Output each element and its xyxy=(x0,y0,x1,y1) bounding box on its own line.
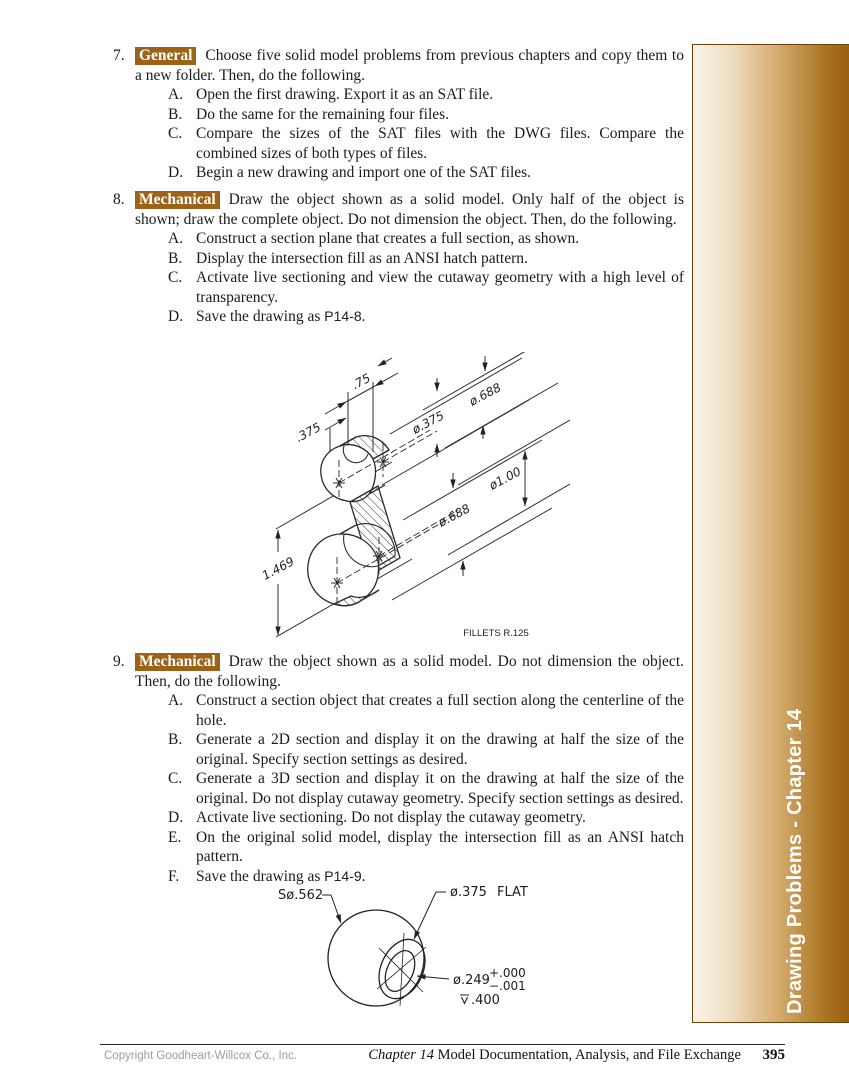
sphere-dia-label: Sø.562 xyxy=(278,888,324,903)
step-text: On the original solid model, display the intersection fill as an ANSI hatch pattern. xyxy=(196,828,684,865)
dim-label: .75 xyxy=(349,370,373,393)
chapter-number: Chapter 14 xyxy=(368,1047,435,1063)
step xyxy=(135,229,684,249)
step-text xyxy=(196,307,684,327)
part-outline xyxy=(308,436,400,606)
problem-body xyxy=(135,46,684,183)
category-tag: General xyxy=(135,47,196,65)
copyright-text: Copyright Goodheart-Willcox Co., Inc. xyxy=(104,1050,298,1062)
flat-dia-label: ø.375 xyxy=(450,885,487,900)
problem-body xyxy=(135,190,684,327)
problem-intro xyxy=(135,46,684,85)
step xyxy=(135,730,684,769)
step-text-pre: Save the drawing as xyxy=(196,308,325,325)
step-text: Construct a section plane that creates a full section, as shown. xyxy=(196,230,580,247)
step xyxy=(135,828,684,867)
problem-9 xyxy=(113,652,684,886)
step-letter: A. xyxy=(168,692,184,709)
step-text: Open the first drawing. Export it as an SAT file. xyxy=(196,86,494,103)
step-letter: D. xyxy=(168,164,184,181)
filename: P14-8 xyxy=(324,308,362,324)
step-letter: A. xyxy=(168,230,184,247)
step xyxy=(135,85,684,105)
step-text-suffix: . xyxy=(361,867,366,885)
problem-intro-text: Draw the object shown as a solid model. Only half of the object is shown; draw the complete object. Do not dimension the object. Then, do the following. xyxy=(135,191,684,228)
problem-8 xyxy=(113,190,684,327)
leader-lines xyxy=(322,892,449,979)
step xyxy=(135,808,684,828)
step-text: Compare the sizes of the SAT files with the DWG files. Compare the combined sizes of both types of files. xyxy=(196,125,684,162)
step-text: Do the same for the remaining four files. xyxy=(196,105,450,123)
step xyxy=(135,105,684,125)
problem-intro xyxy=(135,652,684,691)
problem-number: 7. xyxy=(113,47,125,64)
step-text-pre: Save the drawing as xyxy=(196,867,325,885)
filename: P14-9 xyxy=(324,867,362,884)
sidebar-title: Drawing Problems - Chapter 14 xyxy=(784,708,806,1014)
dim-label: 1.469 xyxy=(259,554,297,583)
tolerance-minus: −.001 xyxy=(489,979,526,993)
chapter-title: Model Documentation, Analysis, and File Exchange xyxy=(437,1047,741,1063)
problem-intro-text: Choose five solid model problems from previous chapters and copy them to a new folder. Then, do the following. xyxy=(135,47,684,84)
dim-label: .375 xyxy=(293,420,324,445)
step-letter: D. xyxy=(168,308,184,325)
step-letter: A. xyxy=(168,86,184,103)
step xyxy=(135,124,684,163)
dim-label: ø.375 xyxy=(409,408,447,437)
step-letter: B. xyxy=(168,249,183,267)
figure-p14-8 xyxy=(240,352,570,650)
dim-label: ø.688 xyxy=(435,501,473,530)
step-letter: B. xyxy=(168,731,183,748)
depth-value: .400 xyxy=(471,993,500,1008)
step-text: Construct a section object that creates a full section along the centerline of the hole. xyxy=(196,692,684,729)
step-text: Begin a new drawing and import one of the SAT files. xyxy=(196,164,532,181)
depth-symbol-icon xyxy=(460,995,469,1004)
step-text: Activate live sectioning and view the cutaway geometry with a high level of transparency. xyxy=(196,269,684,306)
flat-word-label: FLAT xyxy=(497,885,528,900)
problem-body xyxy=(135,652,684,886)
step-letter: D. xyxy=(168,809,184,826)
step-letter: C. xyxy=(168,269,183,286)
step-letter: F. xyxy=(168,867,180,885)
step-letter: E. xyxy=(168,828,182,846)
problem-number: 9. xyxy=(113,653,125,670)
hole-dia-label: ø.249 xyxy=(453,973,490,988)
footer-rule xyxy=(100,1044,785,1045)
step xyxy=(135,249,684,269)
step-letter: B. xyxy=(168,105,183,123)
fillets-note: FILLETS R.125 xyxy=(463,628,529,639)
step xyxy=(135,769,684,808)
step-text: Generate a 2D section and display it on the drawing at half the size of the original. Specify section settings as desired. xyxy=(196,731,684,768)
step xyxy=(135,307,684,327)
step-text: Activate live sectioning. Do not display the cutaway geometry. xyxy=(196,809,586,826)
footer-chapter xyxy=(368,1047,785,1064)
step xyxy=(135,163,684,183)
dim-label: ø.688 xyxy=(466,380,504,409)
tolerance-plus: +.000 xyxy=(489,966,526,980)
step-text: Display the intersection fill as an ANSI hatch pattern. xyxy=(196,249,528,267)
step xyxy=(135,268,684,307)
problem-intro-text: Draw the object shown as a solid model. Do not dimension the object. Then, do the following. xyxy=(135,653,684,690)
problem-7 xyxy=(113,46,684,183)
step-text-suffix: . xyxy=(361,308,366,325)
dim-label: ø1.00 xyxy=(486,464,524,493)
problem-intro xyxy=(135,190,684,229)
sphere-outline xyxy=(328,910,424,1006)
step xyxy=(135,691,684,730)
page-number: 395 xyxy=(762,1047,785,1063)
problem-number: 8. xyxy=(113,191,125,208)
category-tag: Mechanical xyxy=(135,191,220,209)
step-text: Generate a 3D section and display it on the drawing at half the size of the original. Do not display cutaway geometry. Specify section settings as desired. xyxy=(196,770,684,807)
step-letter: C. xyxy=(168,125,183,142)
figure-p14-9 xyxy=(250,880,570,1030)
category-tag: Mechanical xyxy=(135,653,220,671)
chapter-tab-sidebar xyxy=(692,44,849,1023)
step-letter: C. xyxy=(168,770,183,787)
